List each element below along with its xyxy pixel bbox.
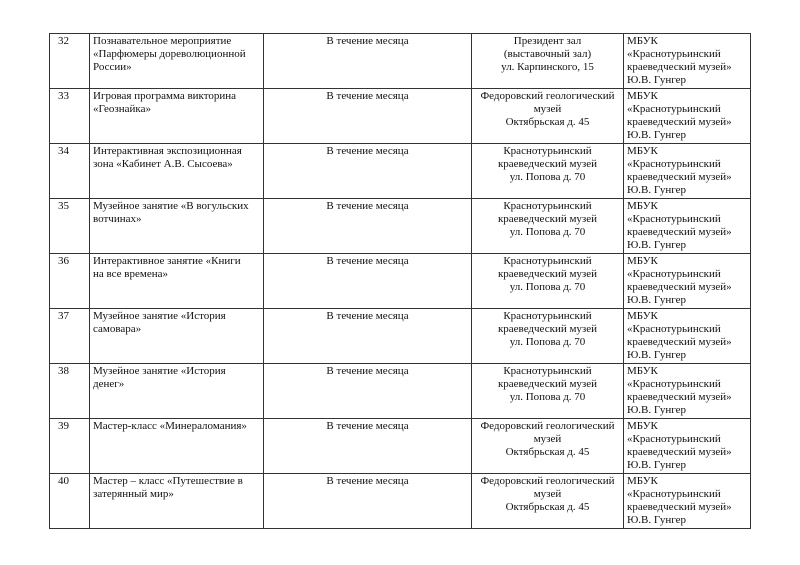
org-line: краеведческий музей» bbox=[627, 336, 732, 348]
org-line: МБУК bbox=[627, 310, 658, 322]
org-line: «Краснотурьинский bbox=[627, 378, 721, 390]
event-place-cell bbox=[472, 309, 624, 364]
place-line: музей bbox=[533, 103, 562, 115]
event-name-cell bbox=[90, 474, 264, 529]
place-line: краеведческий музей bbox=[497, 268, 598, 280]
table-row bbox=[50, 199, 751, 254]
row-number: 35 bbox=[50, 199, 90, 254]
event-place-cell bbox=[472, 364, 624, 419]
table-row bbox=[50, 474, 751, 529]
table-row bbox=[50, 89, 751, 144]
row-number: 40 bbox=[50, 474, 90, 529]
event-date-cell: В течение месяца bbox=[264, 144, 472, 199]
place-line: ул. Попова д. 70 bbox=[509, 171, 586, 183]
row-number: 34 bbox=[50, 144, 90, 199]
event-line: Музейное занятие «История bbox=[93, 365, 226, 377]
org-line: Ю.В. Гунгер bbox=[627, 404, 686, 416]
table-row bbox=[50, 309, 751, 364]
org-line: МБУК bbox=[627, 35, 658, 47]
org-line: краеведческий музей» bbox=[627, 226, 732, 238]
event-line: «Парфюмеры дореволюционной bbox=[93, 48, 246, 60]
event-date-cell: В течение месяца bbox=[264, 474, 472, 529]
event-name-cell bbox=[90, 34, 264, 89]
row-number: 37 bbox=[50, 309, 90, 364]
org-line: МБУК bbox=[627, 255, 658, 267]
event-line: Мастер-класс «Минераломания» bbox=[93, 420, 247, 432]
place-line: Октябрьская д. 45 bbox=[505, 446, 590, 458]
table-row bbox=[50, 34, 751, 89]
place-line: ул. Попова д. 70 bbox=[509, 226, 586, 238]
org-line: МБУК bbox=[627, 365, 658, 377]
event-date-cell: В течение месяца bbox=[264, 419, 472, 474]
org-line: МБУК bbox=[627, 90, 658, 102]
place-line: краеведческий музей bbox=[497, 323, 598, 335]
org-line: краеведческий музей» bbox=[627, 391, 732, 403]
event-place-cell bbox=[472, 419, 624, 474]
place-line: ул. Карпинского, 15 bbox=[501, 61, 594, 73]
event-place-cell bbox=[472, 34, 624, 89]
org-line: «Краснотурьинский bbox=[627, 103, 721, 115]
place-line: музей bbox=[533, 488, 562, 500]
event-place-cell bbox=[472, 144, 624, 199]
row-number: 36 bbox=[50, 254, 90, 309]
org-line: «Краснотурьинский bbox=[627, 488, 721, 500]
place-line: Федоровский геологический bbox=[480, 90, 615, 102]
place-line: Федоровский геологический bbox=[480, 475, 615, 487]
event-name-cell bbox=[90, 144, 264, 199]
place-line: Краснотурьинский bbox=[503, 200, 592, 212]
organizer-cell bbox=[624, 474, 751, 529]
event-line: Интерактивное занятие «Книги bbox=[93, 255, 241, 267]
org-line: Ю.В. Гунгер bbox=[627, 74, 686, 86]
org-line: Ю.В. Гунгер bbox=[627, 349, 686, 361]
table-row bbox=[50, 144, 751, 199]
place-line: (выставочный зал) bbox=[503, 48, 592, 60]
organizer-cell bbox=[624, 89, 751, 144]
place-line: Президент зал bbox=[513, 35, 582, 47]
org-line: краеведческий музей» bbox=[627, 61, 732, 73]
event-name-cell bbox=[90, 309, 264, 364]
org-line: МБУК bbox=[627, 420, 658, 432]
place-line: ул. Попова д. 70 bbox=[509, 281, 586, 293]
organizer-cell bbox=[624, 144, 751, 199]
place-line: Краснотурьинский bbox=[503, 310, 592, 322]
event-line: зона «Кабинет А.В. Сысоева» bbox=[93, 158, 233, 170]
event-name-cell bbox=[90, 254, 264, 309]
event-line: денег» bbox=[93, 378, 125, 390]
events-table bbox=[49, 33, 751, 529]
event-line: вотчинах» bbox=[93, 213, 142, 225]
org-line: краеведческий музей» bbox=[627, 501, 732, 513]
place-line: Краснотурьинский bbox=[503, 255, 592, 267]
org-line: МБУК bbox=[627, 145, 658, 157]
table-row bbox=[50, 254, 751, 309]
organizer-cell bbox=[624, 254, 751, 309]
org-line: Ю.В. Гунгер bbox=[627, 239, 686, 251]
event-name-cell bbox=[90, 419, 264, 474]
place-line: Октябрьская д. 45 bbox=[505, 501, 590, 513]
organizer-cell bbox=[624, 364, 751, 419]
table-row bbox=[50, 419, 751, 474]
event-place-cell bbox=[472, 89, 624, 144]
org-line: Ю.В. Гунгер bbox=[627, 459, 686, 471]
place-line: ул. Попова д. 70 bbox=[509, 336, 586, 348]
organizer-cell bbox=[624, 34, 751, 89]
event-date-cell: В течение месяца bbox=[264, 34, 472, 89]
event-line: самовара» bbox=[93, 323, 142, 335]
org-line: краеведческий музей» bbox=[627, 116, 732, 128]
event-line: России» bbox=[93, 61, 132, 73]
org-line: «Краснотурьинский bbox=[627, 158, 721, 170]
event-line: Музейное занятие «История bbox=[93, 310, 226, 322]
place-line: музей bbox=[533, 433, 562, 445]
org-line: «Краснотурьинский bbox=[627, 48, 721, 60]
event-name-cell bbox=[90, 364, 264, 419]
org-line: «Краснотурьинский bbox=[627, 323, 721, 335]
org-line: Ю.В. Гунгер bbox=[627, 129, 686, 141]
row-number: 38 bbox=[50, 364, 90, 419]
event-place-cell bbox=[472, 199, 624, 254]
org-line: Ю.В. Гунгер bbox=[627, 514, 686, 526]
place-line: ул. Попова д. 70 bbox=[509, 391, 586, 403]
event-line: Музейное занятие «В вогульских bbox=[93, 200, 249, 212]
event-place-cell bbox=[472, 254, 624, 309]
event-date-cell: В течение месяца bbox=[264, 199, 472, 254]
organizer-cell bbox=[624, 309, 751, 364]
row-number: 39 bbox=[50, 419, 90, 474]
event-line: затерянный мир» bbox=[93, 488, 174, 500]
org-line: «Краснотурьинский bbox=[627, 268, 721, 280]
event-line: «Геознайка» bbox=[93, 103, 151, 115]
place-line: Октябрьская д. 45 bbox=[505, 116, 590, 128]
place-line: краеведческий музей bbox=[497, 213, 598, 225]
place-line: Краснотурьинский bbox=[503, 145, 592, 157]
event-line: Интерактивная экспозиционная bbox=[93, 145, 242, 157]
org-line: «Краснотурьинский bbox=[627, 433, 721, 445]
event-line: на все времена» bbox=[93, 268, 168, 280]
org-line: МБУК bbox=[627, 200, 658, 212]
row-number: 32 bbox=[50, 34, 90, 89]
org-line: Ю.В. Гунгер bbox=[627, 184, 686, 196]
org-line: Ю.В. Гунгер bbox=[627, 294, 686, 306]
organizer-cell bbox=[624, 419, 751, 474]
event-name-cell bbox=[90, 89, 264, 144]
place-line: краеведческий музей bbox=[497, 378, 598, 390]
events-table-body bbox=[50, 34, 751, 529]
place-line: Федоровский геологический bbox=[480, 420, 615, 432]
event-line: Игровая программа викторина bbox=[93, 90, 237, 102]
org-line: краеведческий музей» bbox=[627, 446, 732, 458]
event-date-cell: В течение месяца bbox=[264, 254, 472, 309]
org-line: краеведческий музей» bbox=[627, 281, 732, 293]
row-number: 33 bbox=[50, 89, 90, 144]
event-date-cell: В течение месяца bbox=[264, 364, 472, 419]
event-line: Мастер – класс «Путешествие в bbox=[93, 475, 243, 487]
place-line: краеведческий музей bbox=[497, 158, 598, 170]
event-line: Познавательное мероприятие bbox=[93, 35, 232, 47]
event-place-cell bbox=[472, 474, 624, 529]
table-row bbox=[50, 364, 751, 419]
org-line: «Краснотурьинский bbox=[627, 213, 721, 225]
event-name-cell bbox=[90, 199, 264, 254]
place-line: Краснотурьинский bbox=[503, 365, 592, 377]
org-line: краеведческий музей» bbox=[627, 171, 732, 183]
event-date-cell: В течение месяца bbox=[264, 89, 472, 144]
event-date-cell: В течение месяца bbox=[264, 309, 472, 364]
org-line: МБУК bbox=[627, 475, 658, 487]
organizer-cell bbox=[624, 199, 751, 254]
